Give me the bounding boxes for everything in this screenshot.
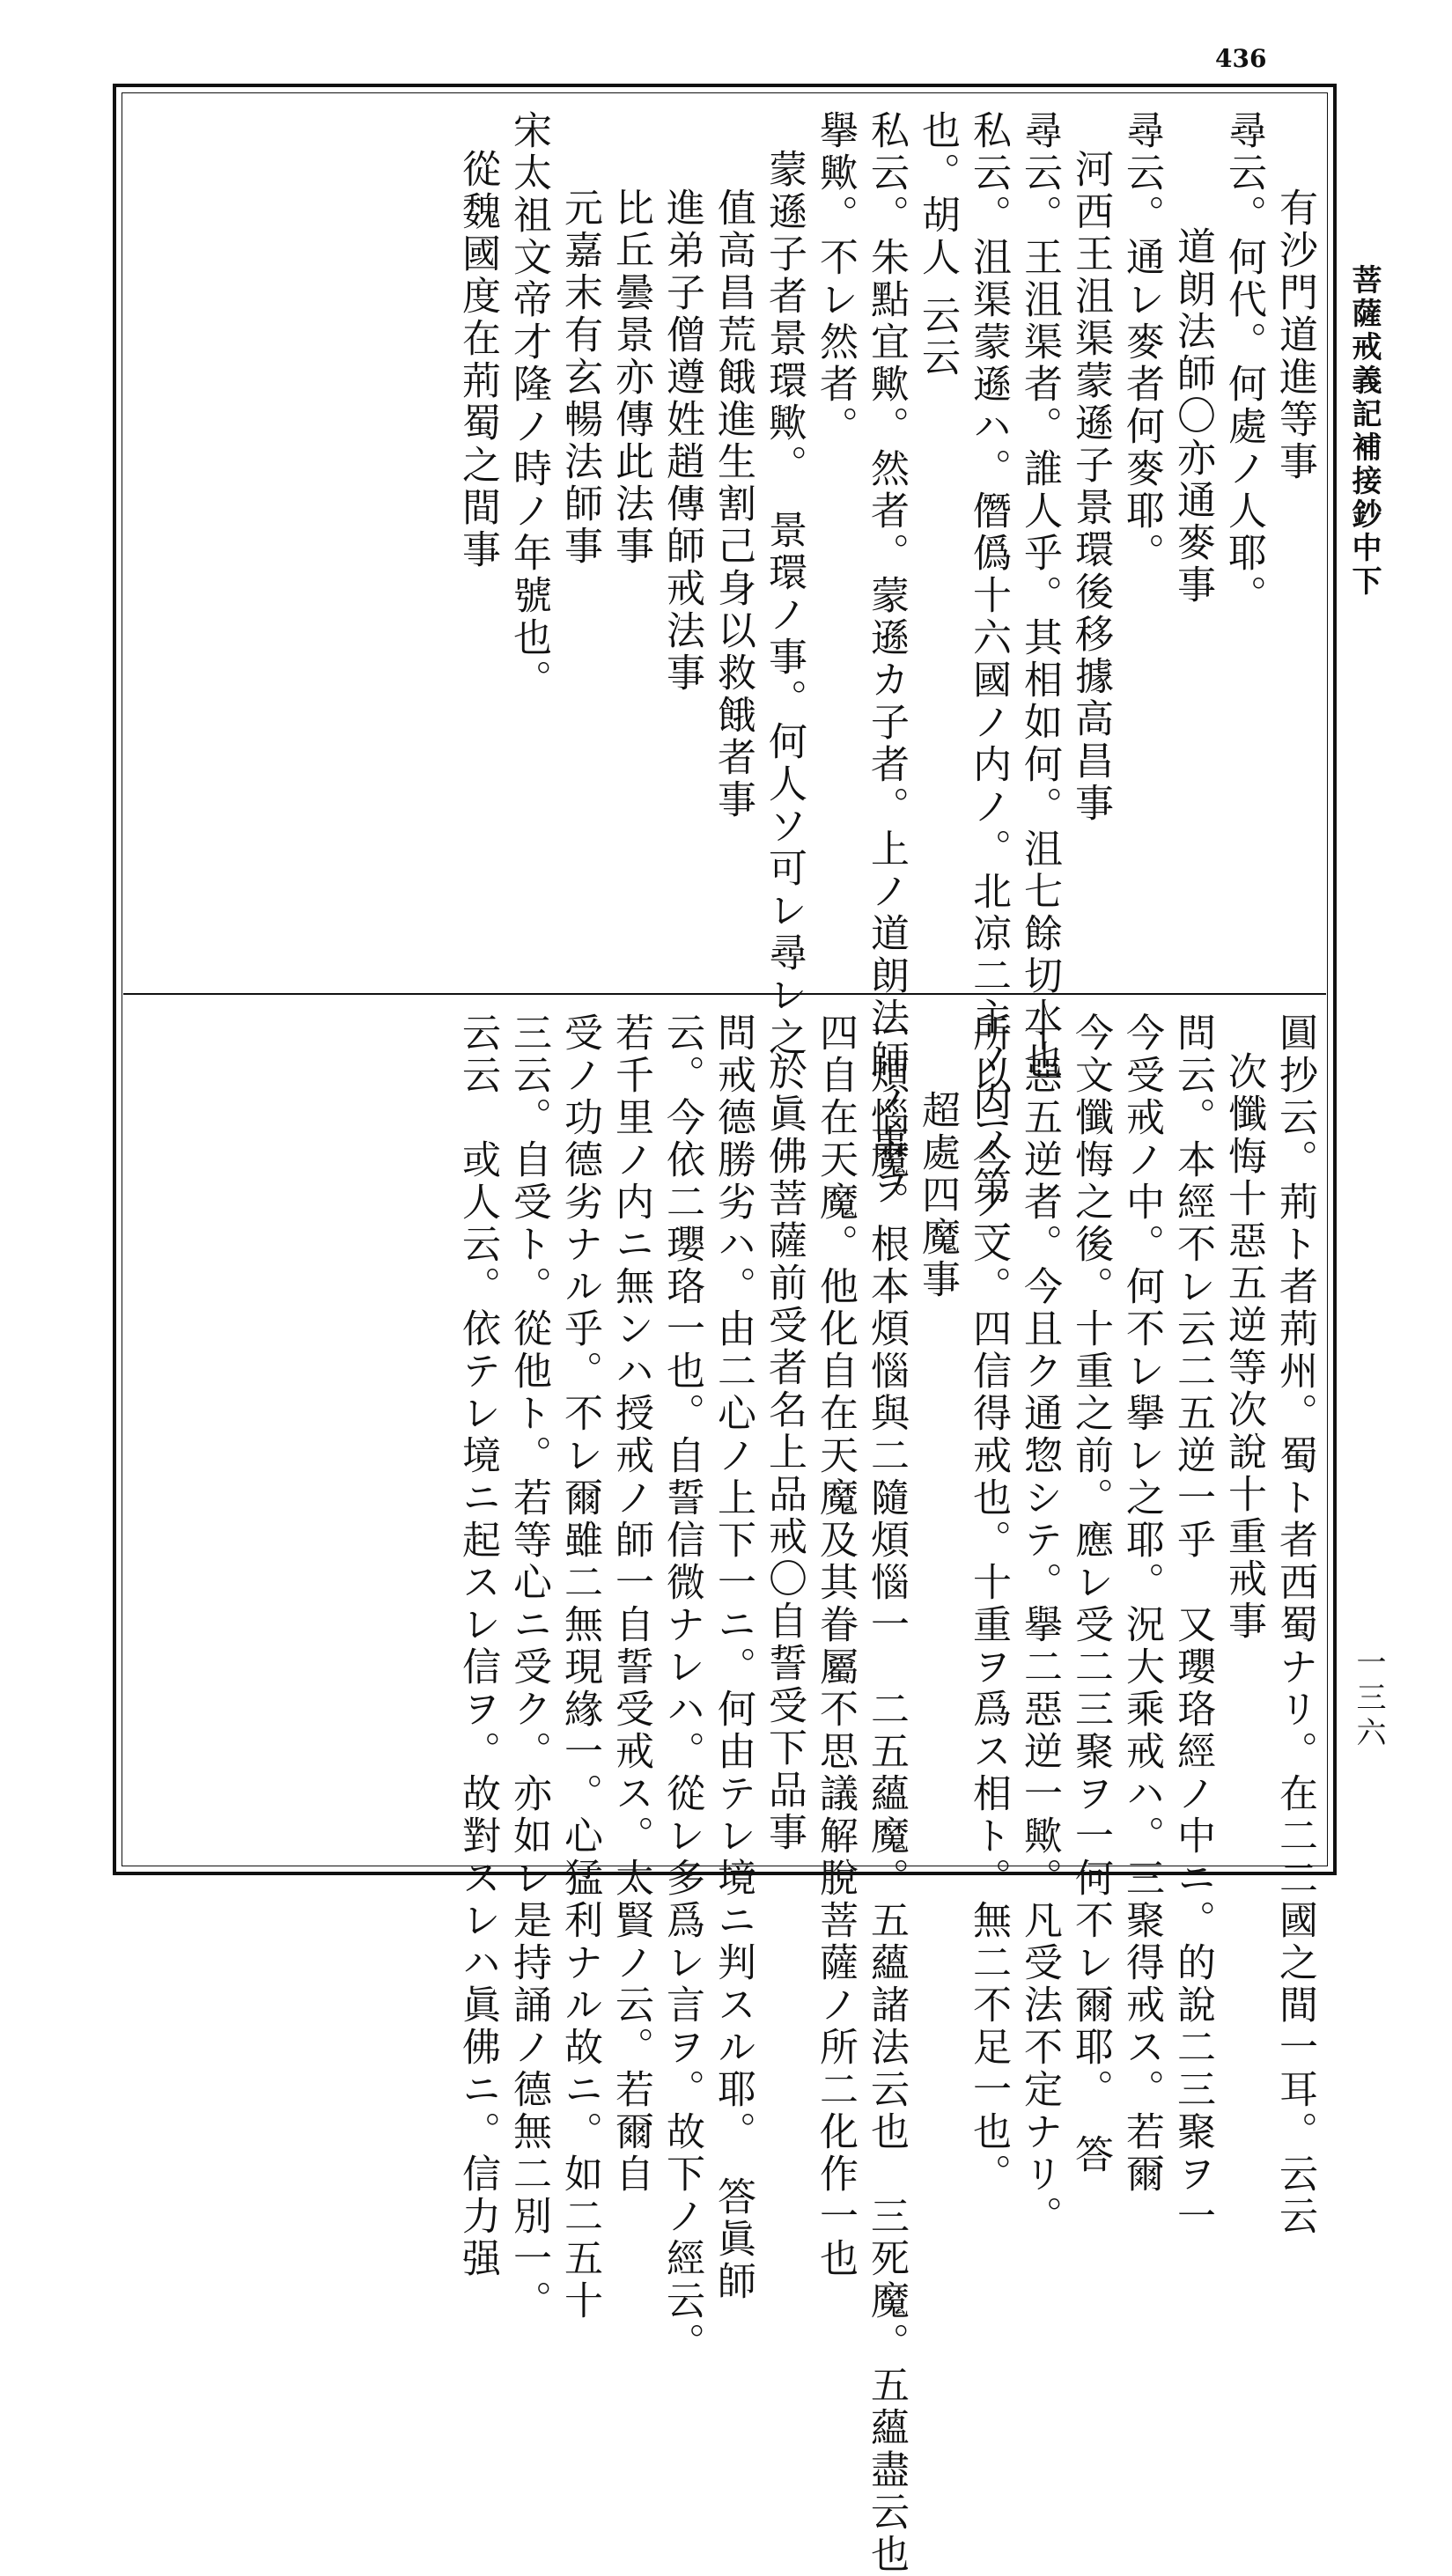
bottom-column: 問戒德勝劣ハ。由二心ノ上下一ニ。何由テレ境ニ判スル耶。 答眞師 xyxy=(711,1012,755,2303)
bottom-column: 圓抄云。荊ト者荊州。蜀ト者西蜀ナリ。在二二國之間一耳。云云 xyxy=(1272,1012,1317,2238)
top-column: 從魏國度在荊蜀之間事 xyxy=(455,149,500,571)
top-column: 比丘曇景亦傳此法事 xyxy=(608,188,653,568)
top-column: 進弟子僧遵姓趙傳師戒法事 xyxy=(660,188,704,695)
running-header-title: 菩薩戒義記補接鈔中下 xyxy=(1346,264,1382,599)
top-column: 河西王沮渠蒙遜子景環後移據高昌事 xyxy=(1068,149,1113,825)
top-column: 尋云。通レ麥者何麥耶。 xyxy=(1119,110,1164,575)
bottom-column: 三云。自受ト。從他ト。若等心ニ受ク。亦如レ是持誦ノ德無二別一。 xyxy=(506,1012,551,2322)
bottom-column: 一煩惱魔。根本煩惱與二隨煩惱一 二五蘊魔。五蘊諸法云也 三死魔。五蘊盡云也 xyxy=(864,1012,909,2576)
top-column: 尋云。王沮渠者。誰人乎。其相如何。沮七餘切水也 xyxy=(1017,110,1062,1082)
bottom-column: 受ノ功德劣ナル乎。不レ爾雖二無現緣一。心猛利ナル故ニ。如二五十 xyxy=(557,1012,602,2322)
bottom-column: 今文懺悔之後。十重之前。應レ受二三聚ヲ一何不レ爾耶。 答 xyxy=(1068,1012,1113,2176)
bottom-column: 若千里ノ内ニ無ンハ授戒ノ師一自誓受戒ス。太賢ノ云。若爾自 xyxy=(608,1012,653,2196)
bottom-column: 今受戒ノ中。何不レ擧レ之耶。況大乘戒ハ。三聚得戒ス。若爾 xyxy=(1119,1012,1164,2196)
top-column: 私云。沮渠蒙遜ハ。僭僞十六國ノ内ノ。北凉二主ノ内ノ第一 xyxy=(966,110,1011,1251)
bottom-column: 所以ニ今ノ文。四信得戒也。十重ヲ爲ス相ト。無二不足一也。 xyxy=(966,1012,1011,2196)
bottom-text-section xyxy=(149,1012,1320,2576)
bottom-column: 問云。本經不レ云二五逆一乎 又瓔珞經ノ中ニ。的說二三聚ヲ一 xyxy=(1170,1012,1215,2238)
bottom-column: 云。今依二瓔珞一也。自誓信微ナレハ。從レ多爲レ言ヲ。故下ノ經云。 xyxy=(660,1012,704,2365)
bottom-column: 超處四魔事 xyxy=(915,1090,960,1301)
top-column: 有沙門道進等事 xyxy=(1272,188,1317,483)
bottom-column: 四自在天魔。他化自在天魔及其眷屬不思議解脫菩薩ノ所二化作一也 xyxy=(813,1012,858,2280)
leaf-number: 一三六 xyxy=(1351,1646,1386,1752)
bottom-column: 於眞佛菩薩前受者名上品戒〇自誓受下品事 xyxy=(762,1051,807,1854)
top-column: 也。胡人 云云 xyxy=(915,110,960,379)
top-column: 值高昌荒餓進生割己身以救餓者事 xyxy=(711,188,755,821)
section-divider xyxy=(123,993,1326,995)
top-column: 私云。朱點宜歟。然者。蒙遜カ子者。上ノ道朗法師ノ事ヲ xyxy=(864,110,909,1209)
top-column: 宋太祖文帝才隆ノ時ノ年號也。 xyxy=(506,110,551,702)
bottom-column: 次懺悔十惡五逆等次說十重戒事 xyxy=(1221,1051,1266,1643)
top-column: 擧歟。不レ然者。 xyxy=(813,110,858,448)
top-column: 道朗法師〇亦通麥事 xyxy=(1170,226,1215,607)
top-column: 蒙遜子者景環歟。 景環ノ事。何人ソ可レ尋レ之 xyxy=(762,149,807,1059)
bottom-column: 云云 或人云。依テレ境ニ起スレ信ヲ。故對スレハ眞佛ニ。信力强 xyxy=(455,1012,500,2280)
top-column: 元嘉末有玄暢法師事 xyxy=(557,188,602,568)
page-number: 436 xyxy=(1215,44,1267,73)
top-column: 尋云。何代。何處ノ人耶。 xyxy=(1221,110,1266,617)
bottom-column: 十惡五逆者。今且ク通惣シテ。擧二惡逆一歟。凡受法不定ナリ。 xyxy=(1017,1012,1062,2238)
